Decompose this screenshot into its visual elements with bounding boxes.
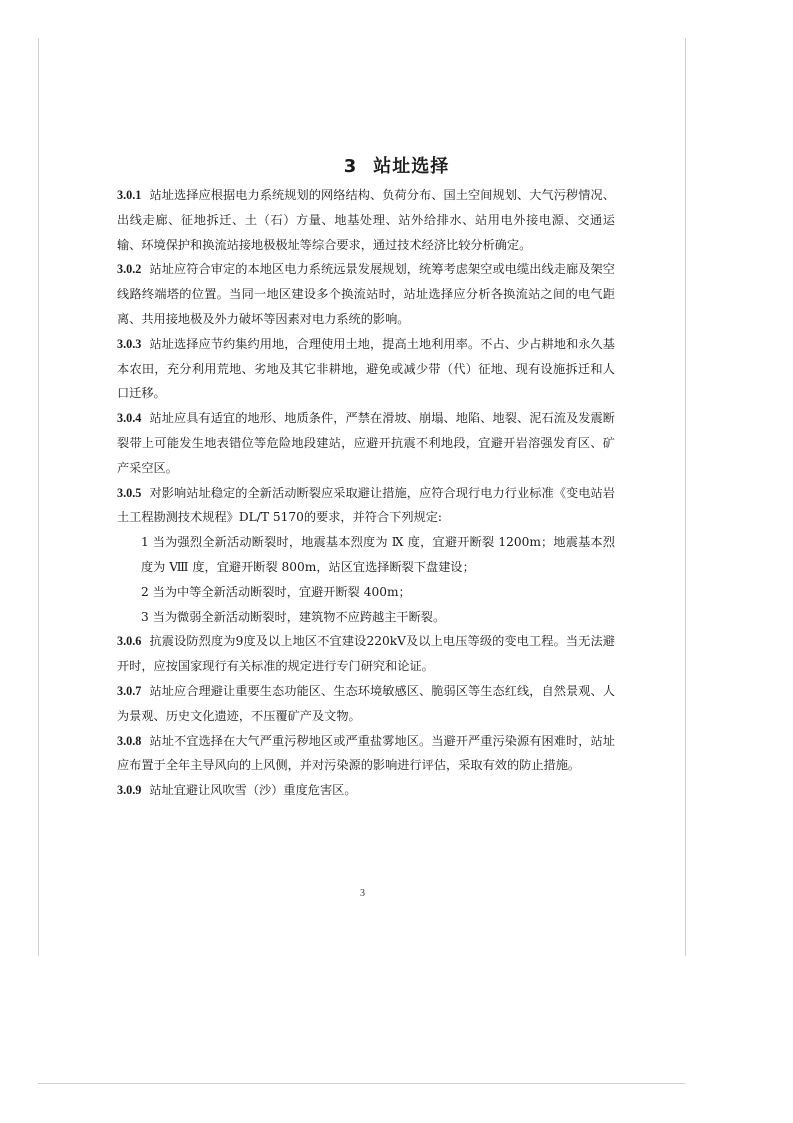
clause-item: 2 当为中等全新活动断裂时，宜避开断裂 400m； xyxy=(141,584,411,599)
clause xyxy=(117,629,615,679)
chapter-number: 3 xyxy=(343,156,358,177)
clause xyxy=(117,679,615,729)
clause-text: 站址应具有适宜的地形、地质条件，严禁在滑坡、崩塌、地陷、地裂、泥石流及发震断裂带上可能发生地表错位等危险地段建站，应避开抗震不利地段，宜避开岩溶强发育区、矿产采空区。 xyxy=(117,411,615,475)
clause-text: 站址不宜选择在大气严重污秽地区或严重盐雾地区。当避开严重污染源有困难时，站址应布置于全年主导风向的上风侧，并对污染源的影响进行评估，采取有效的防止措施。 xyxy=(117,733,615,773)
clause-number: 3.0.2 xyxy=(117,262,142,277)
clause-number: 3.0.1 xyxy=(117,188,142,202)
clause-text: 抗震设防烈度为9度及以上地区不宜建设220kV及以上电压等级的变电工程。当无法避开时，应按国家现行有关标准的规定进行专门研究和论证。 xyxy=(117,634,615,674)
clause-text: 站址宜避让风吹雪（沙）重度危害区。 xyxy=(149,783,357,798)
chapter-title xyxy=(0,152,793,178)
clause-number: 3.0.5 xyxy=(117,485,142,500)
clause xyxy=(117,406,615,480)
bottom-rule xyxy=(38,1083,685,1084)
clause-number: 3.0.7 xyxy=(117,683,142,698)
clause xyxy=(117,729,615,779)
clause-text: 站址选择应根据电力系统规划的网络结构、负荷分布、国土空间规划、大气污秽情况、出线走廊、征地拆迁、土（石）方量、地基处理、站外给排水、站用电外接电源、交通运输、环境保护和换流站接地极极址等综合要求，通过技术经济比较分析确定。 xyxy=(117,188,615,252)
clause xyxy=(117,332,615,406)
clause-number: 3.0.3 xyxy=(117,336,142,351)
clause-item: 3 当为微弱全新活动断裂时，建筑物不应跨越主干断裂。 xyxy=(141,609,446,624)
clause-text: 站址应合理避让重要生态功能区、生态环境敏感区、脆弱区等生态红线，自然景观、人为景观、历史文化遗迹，不压覆矿产及文物。 xyxy=(117,683,615,723)
clause xyxy=(117,183,615,257)
clause xyxy=(117,778,615,803)
clause-text: 站址应符合审定的本地区电力系统远景发展规划，统筹考虑架空或电缆出线走廊及架空线路终端塔的位置。当同一地区建设多个换流站时，站址选择应分析各换流站之间的电气距离、共用接地极及外力破坏等因素对电力系统的影响。 xyxy=(117,262,615,326)
clause xyxy=(117,481,615,531)
chapter-heading: 站址选择 xyxy=(373,156,450,177)
clause-text: 对影响站址稳定的全新活动断裂应采取避让措施，应符合现行电力行业标准《变电站岩土工程勘测技术规程》DL/T 5170的要求，并符合下列规定: xyxy=(117,485,615,525)
clause xyxy=(117,257,615,331)
clause-number: 3.0.9 xyxy=(117,783,142,798)
clauses-body xyxy=(117,183,615,803)
clause-number: 3.0.4 xyxy=(117,411,142,426)
clause-number: 3.0.6 xyxy=(117,634,142,649)
clause-number: 3.0.8 xyxy=(117,733,142,748)
clause-text: 站址选择应节约集约用地，合理使用土地，提高土地利用率。不占、少占耕地和永久基本农田，充分利用荒地、劣地及其它非耕地，避免或减少带（代）征地、现有设施拆迁和人口迁移。 xyxy=(117,336,615,401)
clause-item: 1 当为强烈全新活动断裂时，地震基本烈度为 Ⅸ 度，宜避开断裂 1200m；地震基本烈度为 Ⅷ 度，宜避开断裂 800m，站区宜选择断裂下盘建设； xyxy=(141,535,615,574)
page-number: 3 xyxy=(360,888,365,899)
